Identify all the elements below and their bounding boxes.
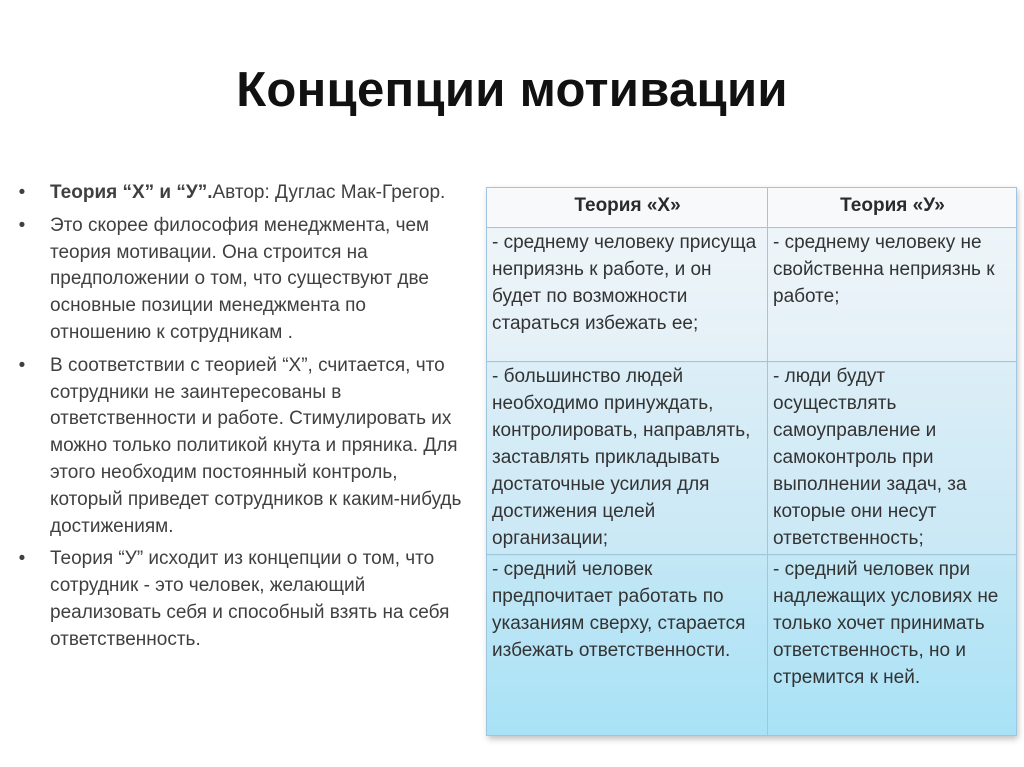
bullet-bold-text: Теория “Х” и “У”. — [50, 182, 213, 203]
bullet-list — [12, 180, 467, 660]
bullet-item — [12, 546, 467, 653]
bullet-marker: • — [18, 548, 26, 570]
table-row — [487, 555, 1017, 736]
table-header-row — [487, 188, 1017, 228]
bullet-marker: • — [18, 182, 26, 203]
bullet-marker: • — [18, 214, 26, 236]
table-cell-x: - средний человек предпочитает работать по указаниям сверху, старается избежать ответственности. — [487, 555, 768, 736]
slide-title: Концепции мотивации — [236, 63, 788, 117]
bullet-text: Автор: Дуглас Мак-Грегор. — [212, 182, 446, 203]
bullet-item — [12, 213, 467, 347]
bullet-marker: • — [18, 354, 26, 376]
table-cell-x: - большинство людей необходимо принуждать, контролировать, направлять, заставлять прикладывать достаточные усилия для достижения целей организации; — [487, 362, 768, 555]
theory-table-container — [486, 187, 1016, 736]
bullet-item — [12, 180, 467, 207]
header-theory-x: Теория «Х» — [487, 188, 768, 228]
table-row — [487, 228, 1017, 362]
table-cell-x: - среднему человеку присуща неприязнь к работе, и он будет по возможности стараться избежать ее; — [487, 228, 768, 362]
bullet-text: Теория “У” исходит из концепции о том, что сотрудник - это человек, желающий реализовать себя и способный взять на себя ответственность. — [50, 548, 450, 650]
table-row — [487, 362, 1017, 555]
bullet-text: В соответствии с теорией “Х”, считается, что сотрудники не заинтересованы в ответственности и работе. Стимулировать их можно только политикой кнута и пряника. Для этого необходим постоянный контроль, который приведет сотрудников к каким-нибудь достижениям. — [50, 354, 462, 537]
table-cell-y: - среднему человеку не свойственна неприязнь к работе; — [768, 228, 1017, 362]
table-cell-y: - люди будут осуществлять самоуправление и самоконтроль при выполнении задач, за которые они несут ответственность; — [768, 362, 1017, 555]
theory-comparison-table — [486, 187, 1017, 736]
header-theory-y: Теория «У» — [768, 188, 1017, 228]
table-cell-y: - средний человек при надлежащих условиях не только хочет принимать ответственность, но и стремится к ней. — [768, 555, 1017, 736]
bullet-item — [12, 353, 467, 541]
bullet-text: Это скорее философия менеджмента, чем теория мотивации. Она строится на предположении о том, что существуют две основные позиции менеджмента по отношению к сотрудникам . — [50, 214, 430, 343]
